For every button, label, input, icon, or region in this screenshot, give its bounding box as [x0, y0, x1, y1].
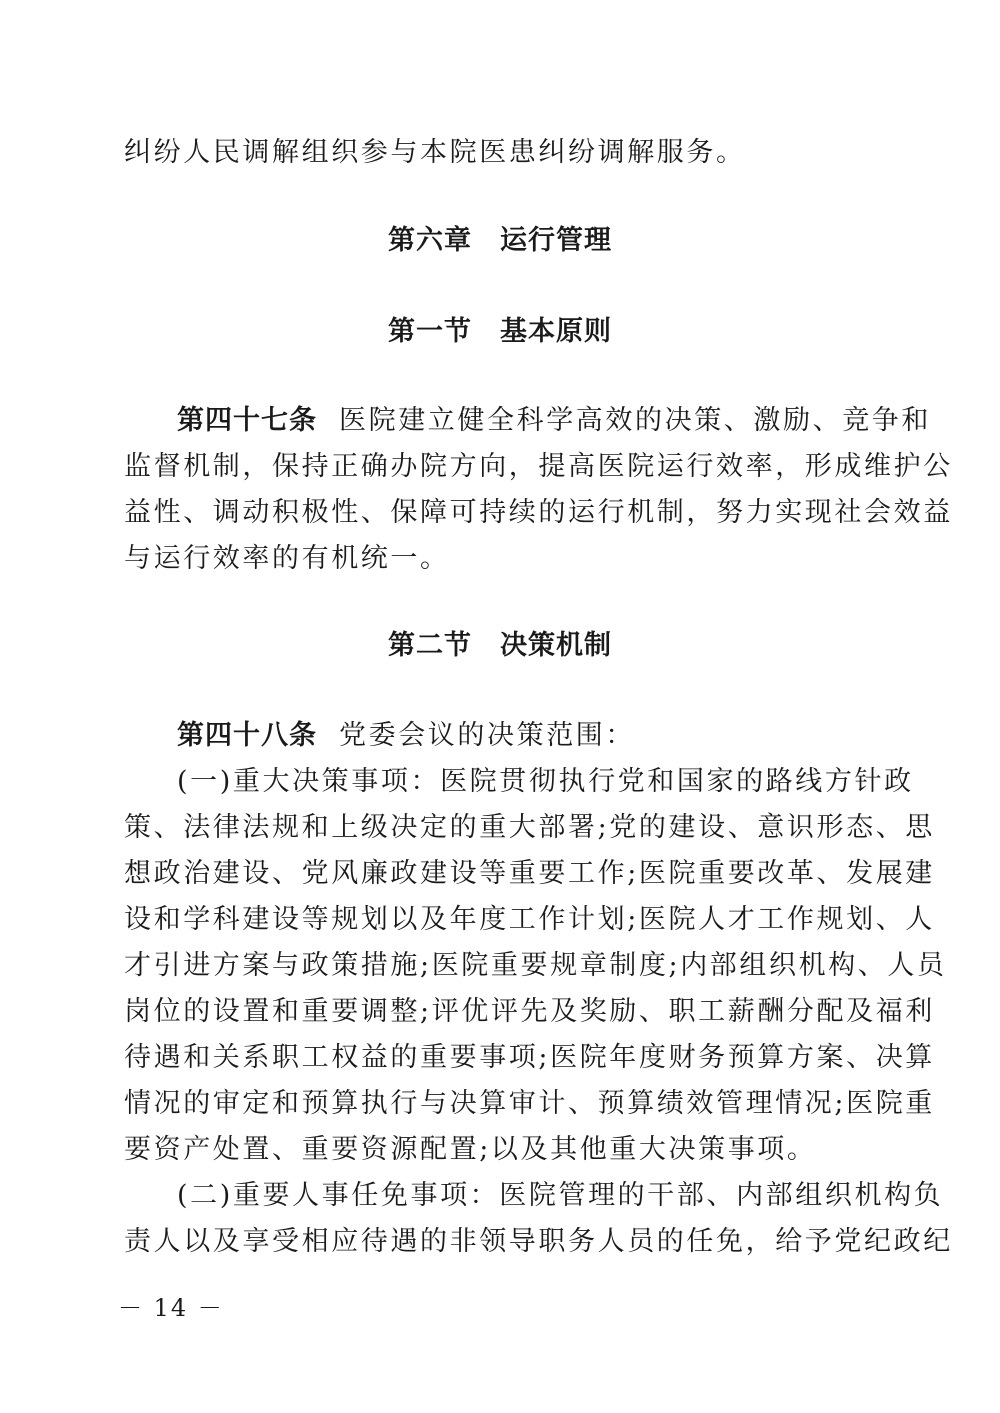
- article-47-line: 与运行效率的有机统一。: [124, 543, 450, 574]
- item-1-line: 策、法律法规和上级决定的重大部署;党的建设、意识形态、思: [124, 812, 935, 843]
- item-1-line: 设和学科建设等规划以及年度工作计划;医院人才工作规划、人: [124, 904, 935, 935]
- article-48-intro: 党委会议的决策范围：: [339, 720, 635, 751]
- item-2-line: (二)重要人事任免事项：医院管理的干部、内部组织机构负: [177, 1180, 944, 1211]
- item-1-line: 岗位的设置和重要调整;评优评先及奖励、职工薪酬分配及福利: [124, 996, 935, 1027]
- article-48-first-line: [177, 713, 877, 759]
- section-title-decision-mechanism: 第二节 决策机制: [388, 630, 612, 661]
- article-47-label: 第四十七条: [177, 405, 317, 436]
- article-47-line: 益性、调动积极性、保障可持续的运行机制，努力实现社会效益: [124, 497, 953, 528]
- continuation-line: 纠纷人民调解组织参与本院医患纠纷调解服务。: [124, 137, 746, 168]
- item-1-line: 情况的审定和预算执行与决算审计、预算绩效管理情况;医院重: [124, 1088, 935, 1119]
- item-1-line: 才引进方案与政策措施;医院重要规章制度;内部组织机构、人员: [124, 950, 947, 981]
- page-number: － 14 －: [118, 1294, 224, 1322]
- item-1-line: 要资产处置、重要资源配置;以及其他重大决策事项。: [124, 1134, 817, 1165]
- article-47-first-line: [177, 398, 931, 444]
- article-48-label: 第四十八条: [177, 720, 317, 751]
- item-1-line: 待遇和关系职工权益的重要事项;医院年度财务预算方案、决算: [124, 1042, 935, 1073]
- section-title-basic-principles: 第一节 基本原则: [388, 316, 612, 347]
- item-1-line: (一)重大决策事项：医院贯彻执行党和国家的路线方针政: [177, 766, 914, 797]
- article-47-text: 医院建立健全科学高效的决策、激励、竞争和: [339, 405, 931, 436]
- chapter-title: 第六章 运行管理: [388, 225, 612, 256]
- item-2-line: 责人以及享受相应待遇的非领导职务人员的任免，给予党纪政纪: [124, 1226, 953, 1257]
- item-1-line: 想政治建设、党风廉政建设等重要工作;医院重要改革、发展建: [124, 858, 935, 889]
- article-47-line: 监督机制，保持正确办院方向，提高医院运行效率，形成维护公: [124, 451, 953, 482]
